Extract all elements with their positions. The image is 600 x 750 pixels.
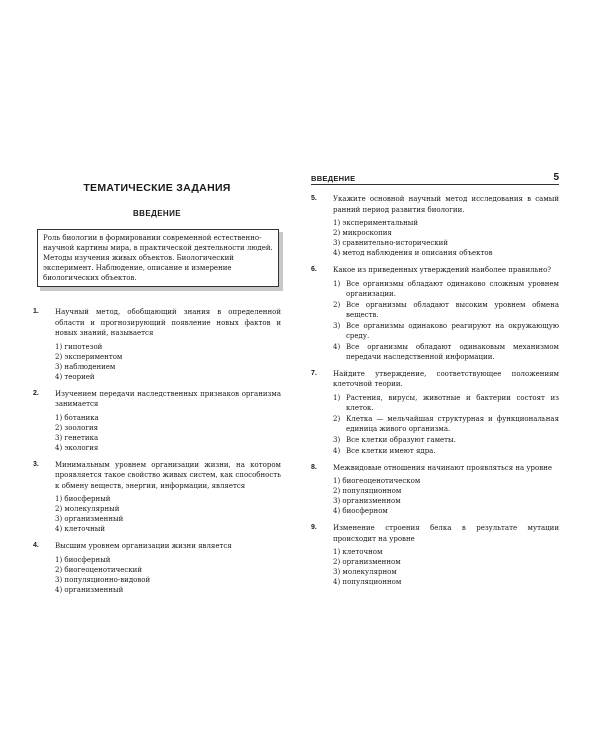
left-page — [33, 182, 281, 602]
answer-option: 3) организменный — [55, 515, 124, 523]
answer-option: 1) биогеоценотическом — [333, 477, 421, 485]
answer-option — [333, 342, 559, 362]
option-text: Все организмы обладают одинаковым механизмом передачи наследственной информации. — [346, 342, 559, 361]
option-number: 3) — [333, 321, 341, 330]
option-number: 4) — [333, 342, 341, 351]
answer-option — [333, 279, 559, 299]
question-text: Изменение строения белка в результате мутации происходит на уровне — [333, 524, 559, 543]
question-text: Изучением передачи наследственных признаков организма занимается — [55, 389, 281, 408]
answer-option: 3) сравнительно-исторический — [333, 239, 448, 247]
answer-option: 4) метод наблюдения и описания объектов — [333, 249, 493, 257]
answer-option: 3) генетика — [55, 433, 99, 442]
answer-option: 3) популяционно-видовой — [55, 575, 151, 584]
question-text: Найдите утверждение, соответствующее положениям клеточной теории. — [333, 369, 559, 388]
question-text: Укажите основной научный метод исследования в самый ранний период развития биологии. — [333, 195, 559, 214]
option-text: Все клетки образуют гаметы. — [346, 435, 456, 444]
answer-option: 3) молекулярном — [333, 568, 397, 576]
option-number: 3) — [333, 435, 341, 444]
question-3 — [33, 460, 281, 535]
question-1 — [33, 307, 281, 382]
running-header — [311, 172, 559, 185]
question-text: Межвидовые отношения начинают проявляться на уровне — [333, 463, 552, 472]
question-number: 2. — [33, 389, 39, 397]
question-number: 3. — [33, 460, 39, 468]
option-number: 2) — [333, 414, 341, 423]
answer-option: 2) организменном — [333, 558, 401, 566]
option-number: 2) — [333, 300, 341, 309]
question-4 — [33, 541, 281, 595]
option-text: Растения, вирусы, животные и бактерии состоят из клеток. — [346, 393, 559, 412]
answer-option: 3) организменном — [333, 497, 401, 505]
question-7 — [311, 369, 559, 456]
question-number: 4. — [33, 542, 39, 549]
question-number: 6. — [311, 266, 317, 273]
answer-option: 1) экспериментальный — [333, 219, 419, 227]
option-text: Клетка — мельчайшая структурная и функциональная единица живого организма. — [346, 414, 559, 433]
question-number: 7. — [311, 369, 317, 377]
option-text: Все клетки имеют ядра. — [346, 446, 436, 455]
question-text: Научный метод, обобщающий знания в определенной области и прогнозирующий появление новых фактов и новых знаний, называется — [55, 308, 281, 337]
option-number: 1) — [333, 279, 341, 288]
question-5 — [311, 194, 559, 258]
question-text: Минимальным уровнем организации жизни, на котором проявляется такое свойство живых систем, как способность к обмену веществ, энергии, информации, является — [55, 460, 281, 490]
answer-option — [333, 321, 559, 341]
answer-option: 4) экология — [55, 443, 99, 452]
answer-option: 1) гипотезой — [55, 342, 103, 351]
answer-option: 1) клеточном — [333, 548, 383, 556]
option-text: Все организмы обладают одинаково сложным уровнем организации. — [346, 279, 559, 298]
right-page — [311, 172, 559, 594]
answer-option — [333, 414, 559, 434]
answer-option: 2) микроскопия — [333, 229, 392, 237]
answer-option: 4) теорией — [55, 372, 95, 381]
answer-option: 1) биосферный — [55, 555, 111, 564]
option-text: Все организмы обладают высоким уровнем обмена веществ. — [346, 300, 559, 319]
answer-option — [333, 435, 559, 445]
answer-option — [333, 300, 559, 320]
answer-option: 4) популяционном — [333, 578, 402, 586]
question-9 — [311, 523, 559, 587]
question-text: Высшим уровнем организации жизни является — [55, 542, 232, 550]
answer-option — [333, 446, 559, 456]
section-title: ТЕМАТИЧЕСКИЕ ЗАДАНИЯ — [83, 182, 231, 194]
answer-option: 2) экспериментом — [55, 352, 123, 361]
question-text: Какое из приведенных утверждений наиболее правильно? — [333, 266, 552, 274]
answer-option: 2) зоология — [55, 423, 99, 432]
answer-option: 2) биогеоценотический — [55, 565, 142, 574]
answer-option: 4) организменный — [55, 585, 124, 594]
answer-option: 1) биосферный — [55, 495, 111, 503]
question-number: 9. — [311, 524, 317, 531]
answer-option: 2) популяционном — [333, 487, 402, 495]
answer-option — [333, 393, 559, 413]
question-8 — [311, 463, 559, 517]
question-number: 5. — [311, 195, 317, 202]
answer-option: 2) молекулярный — [55, 505, 120, 513]
option-number: 4) — [333, 446, 341, 455]
question-2 — [33, 389, 281, 453]
page-number: 5 — [553, 172, 559, 183]
option-text: Все организмы одинаково реагируют на окружающую среду. — [346, 321, 559, 340]
answer-option: 1) ботаника — [55, 413, 99, 422]
answer-option: 4) клеточный — [55, 525, 105, 533]
answer-option: 4) биосферном — [333, 507, 388, 515]
question-6 — [311, 265, 559, 362]
section-subtitle: ВВЕДЕНИЕ — [133, 209, 181, 218]
question-number: 1. — [33, 308, 39, 315]
running-title: ВВЕДЕНИЕ — [311, 174, 356, 183]
intro-box — [37, 229, 279, 287]
option-number: 1) — [333, 393, 341, 402]
intro-text: Роль биологии в формировании современной естественно-научной картины мира, в практической деятельности людей. Методы изучения живых объектов. Биологический эксперимент. Наблюдение, описание и измерение биологических объектов. — [37, 229, 279, 287]
question-number: 8. — [311, 463, 317, 471]
answer-option: 3) наблюдением — [55, 362, 116, 371]
